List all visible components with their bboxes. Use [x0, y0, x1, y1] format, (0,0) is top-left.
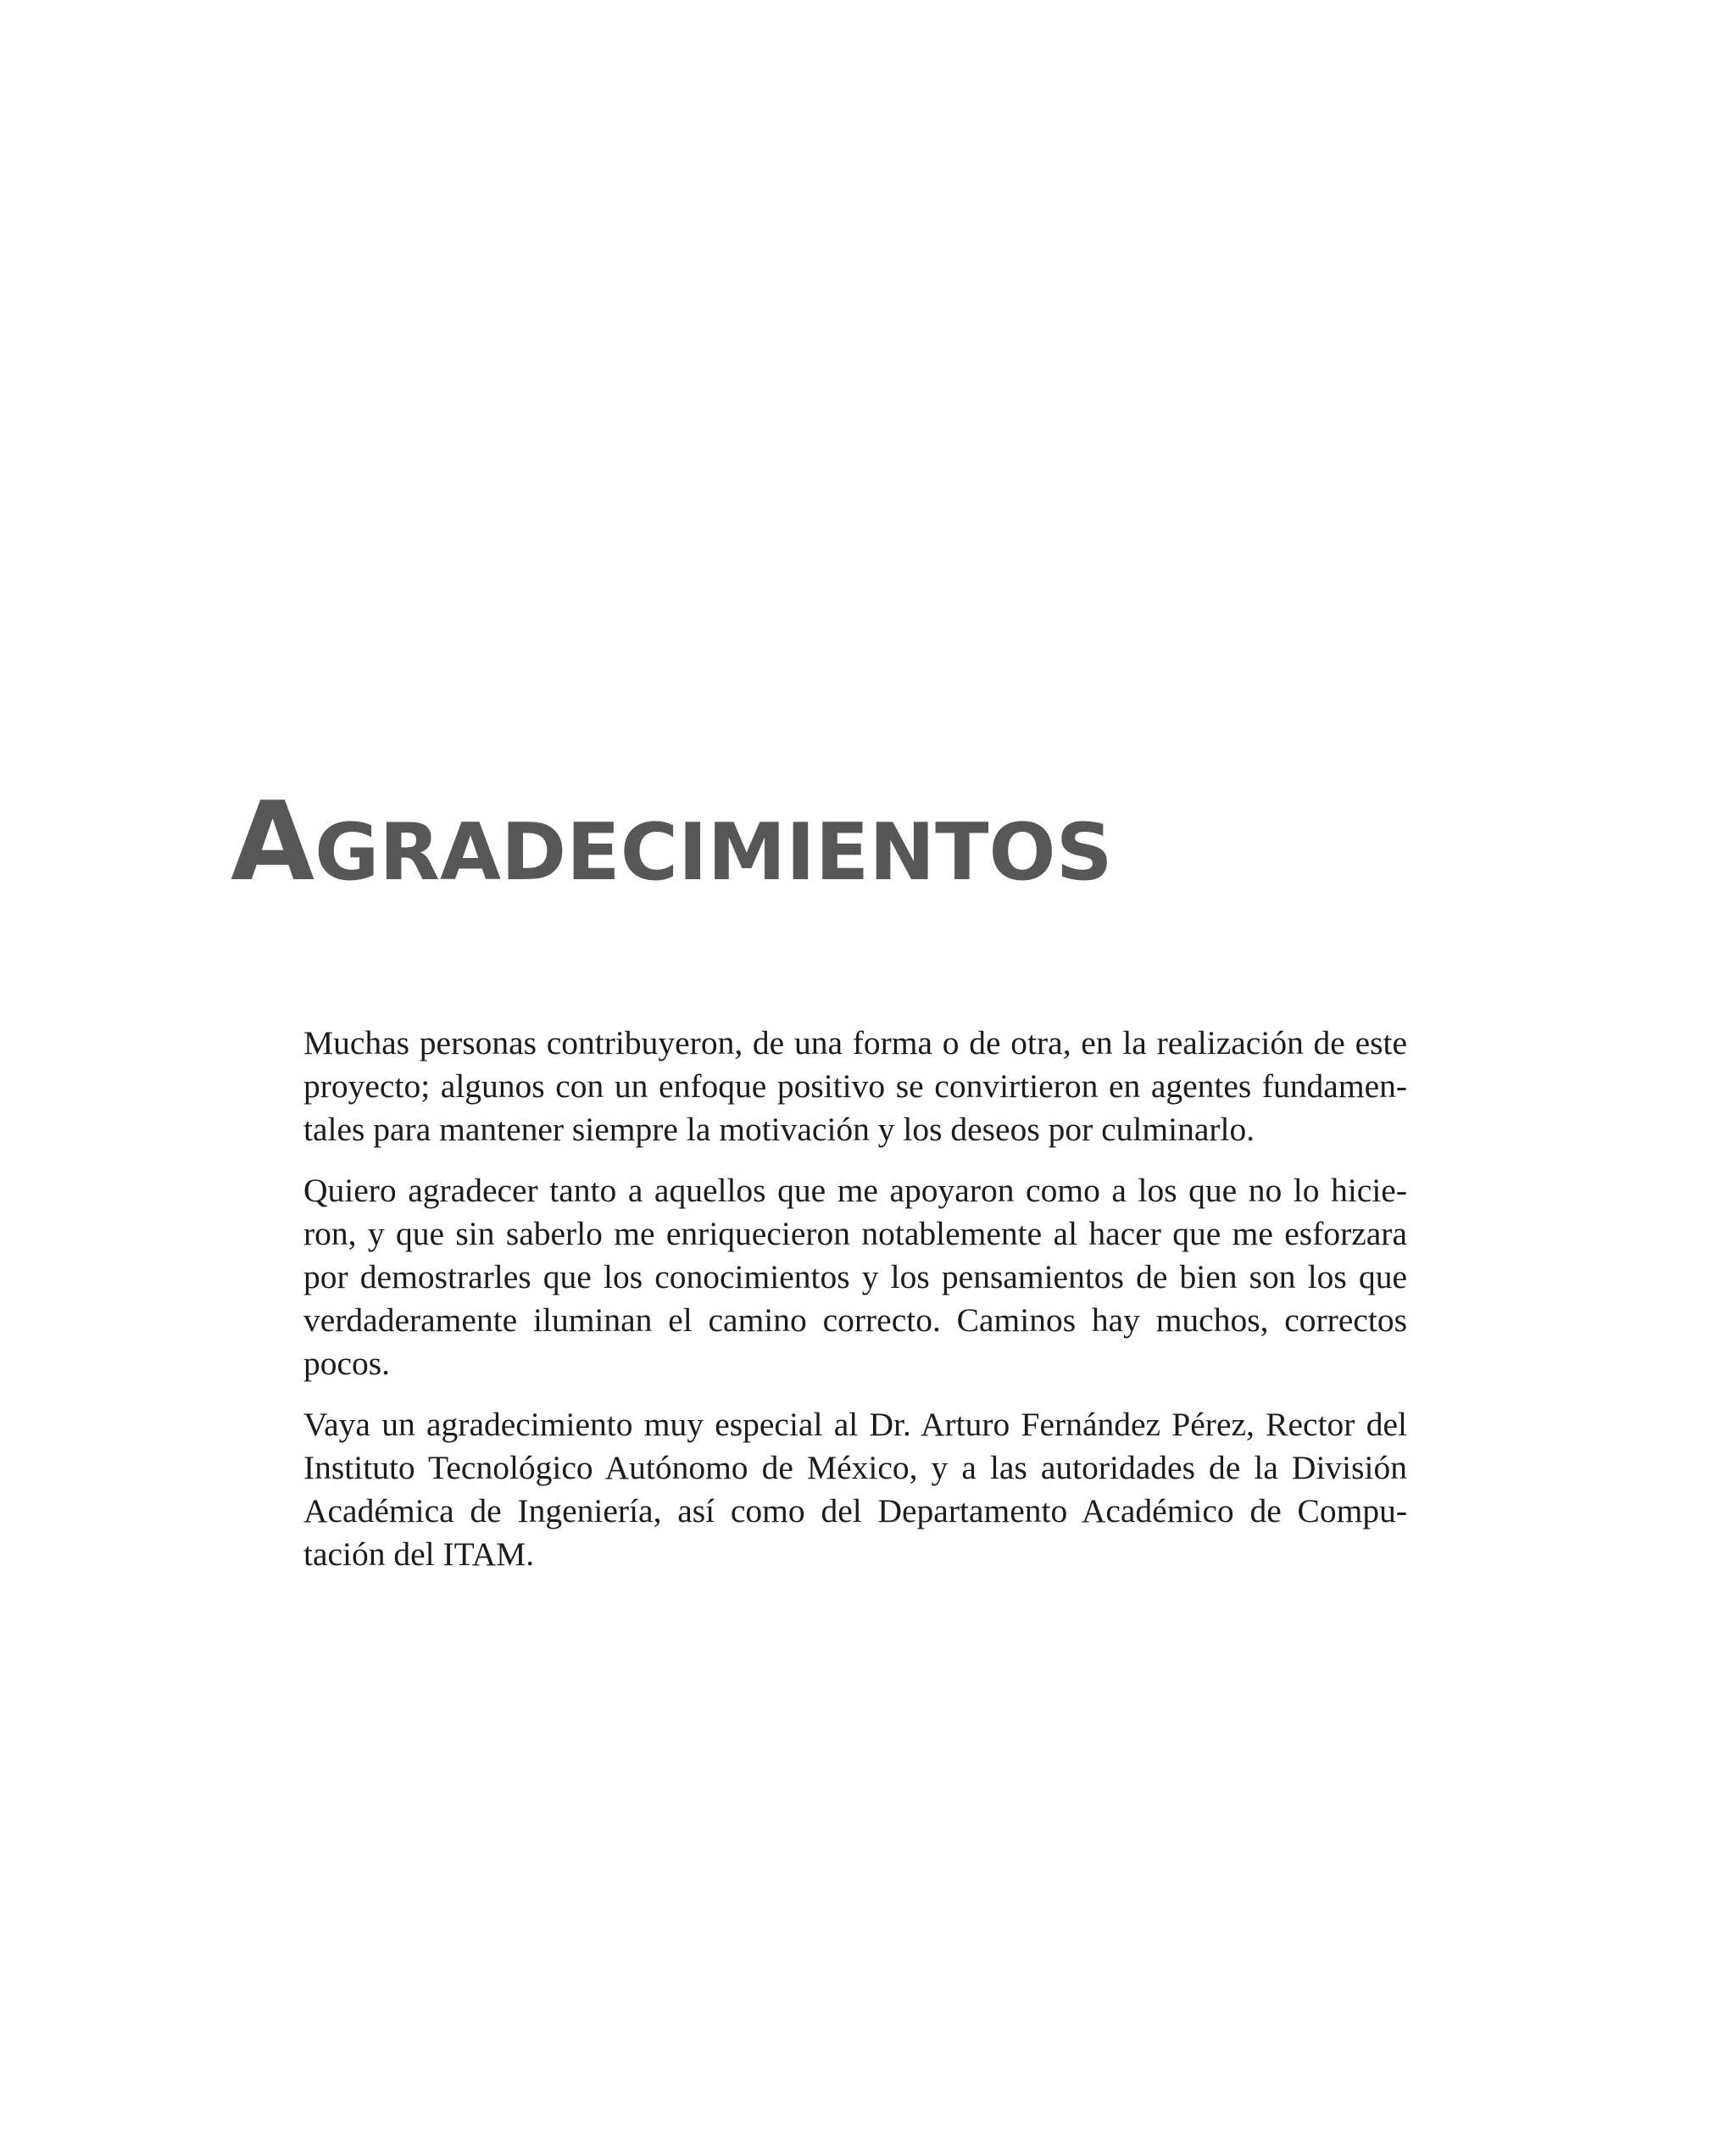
acknowledgements-body	[303, 1022, 1407, 1594]
text-line: proyecto; algunos con un enfoque positivo se convirtieron en agentes fundamen-	[303, 1067, 1407, 1105]
text-line: ron, y que sin saberlo me enriquecieron notablemente al hacer que me esforzara	[303, 1215, 1407, 1252]
text-line: Académica de Ingeniería, así como del Departamento Académico de Compu-	[303, 1492, 1407, 1529]
paragraph-1	[303, 1022, 1407, 1151]
text-line: tales para mantener siempre la motivación y los deseos por culminarlo.	[303, 1111, 1255, 1148]
text-line: Vaya un agradecimiento muy especial al Dr. Arturo Fernández Pérez, Rector del	[303, 1406, 1407, 1443]
text-line: tación del ITAM.	[303, 1535, 535, 1573]
paragraph-2	[303, 1169, 1407, 1385]
title-rest: GRADECIMIENTOS	[314, 806, 1113, 898]
text-line: Instituto Tecnológico Autónomo de México, y a las autoridades de la División	[303, 1449, 1407, 1486]
text-line: Quiero agradecer tanto a aquellos que me apoyaron como a los que no lo hicie-	[303, 1172, 1407, 1209]
text-line: por demostrarles que los conocimientos y los pensamientos de bien son los que	[303, 1258, 1407, 1295]
paragraph-3	[303, 1403, 1407, 1576]
title-initial: A	[231, 779, 315, 905]
text-line: verdaderamente iluminan el camino correcto. Caminos hay muchos, correctos	[303, 1301, 1407, 1339]
text-line: Muchas personas contribuyeron, de una forma o de otra, en la realización de este	[303, 1024, 1407, 1061]
chapter-title	[231, 779, 1113, 905]
text-line: pocos.	[303, 1345, 391, 1382]
